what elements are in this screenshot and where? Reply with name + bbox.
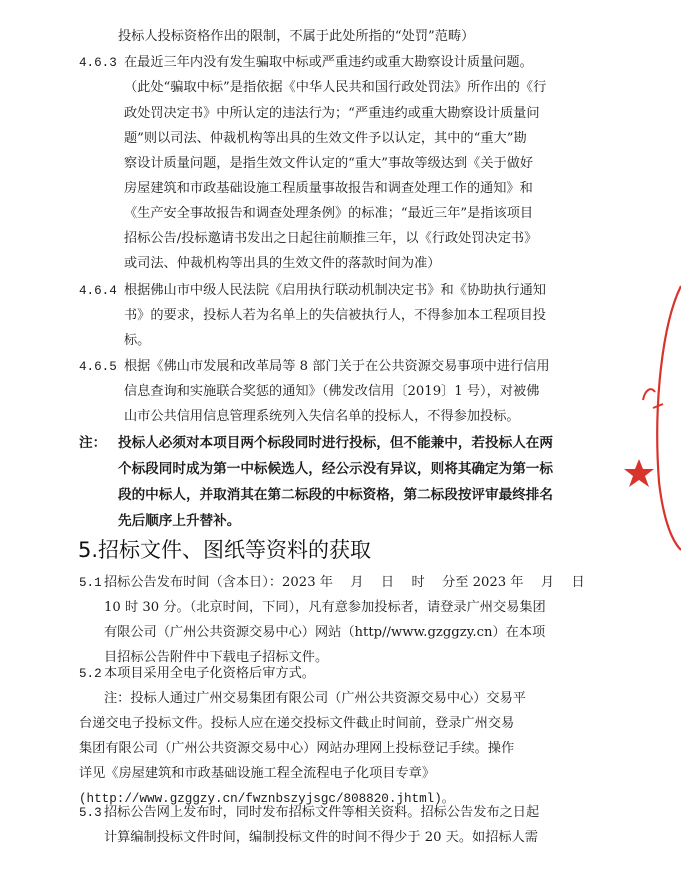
text-line: 在最近三年内没有发生骗取中标或严重违约或重大勘察设计质量问题。: [124, 55, 533, 70]
text-line: 目招标公告附件中下载电子招标文件。: [104, 650, 329, 665]
url-line: (http://www.gzggzy.cn/fwznbszyjsgc/808820.jhtml)。: [79, 792, 455, 806]
stamp-glyph: [643, 389, 663, 408]
text-line: 计算编制投标文件时间，编制投标文件的时间不得少于 20 天。如招标人需: [104, 830, 538, 845]
clause-number: 4.6.4: [79, 284, 117, 298]
text-line: 台递交电子投标文件。投标人应在递交投标文件截止时间前，登录广州交易: [79, 716, 515, 731]
text-line: 标。: [124, 333, 151, 348]
note-line: 先后顺序上升替补。: [118, 513, 241, 529]
text-line: 根据佛山市中级人民法院《启用执行联动机制决定书》和《协助执行通知: [124, 283, 546, 298]
text-line: 山市公共信用信息管理系统列入失信名单的投标人，不得参加投标。: [124, 409, 520, 424]
red-seal-stamp: [623, 282, 681, 552]
note-label: 注：: [79, 435, 107, 451]
text-line: 《生产安全事故报告和调查处理条例》的标准；“最近三年”是指该项目: [124, 206, 534, 221]
text-line: 政处罚决定书》中所认定的违法行为；“严重违约或重大勘察设计质量问: [124, 106, 540, 121]
text-line: 招标公告网上发布时，同时发布招标文件等相关资料。招标公告发布之日起: [104, 805, 540, 820]
text-line: 有限公司（广州公共资源交易中心）网站（http//www.gzggzy.cn）在本项: [104, 625, 546, 640]
text-line: 题”则以司法、仲裁机构等出具的生效文件予以认定，其中的“重大”勘: [124, 131, 527, 146]
text-line: 详见《房屋建筑和市政基础设施工程全流程电子化项目专章》: [79, 766, 436, 781]
text-line: 10 时 30 分。（北京时间，下同），凡有意参加投标者，请登录广州交易集团: [104, 600, 546, 615]
text-line: 信息查询和实施联合奖惩的通知》（佛发改信用〔2019〕1 号），对被佛: [124, 384, 540, 399]
note-line: 个标段同时成为第一中标候选人，经公示没有异议，则将其确定为第一标: [118, 461, 553, 477]
text-line: 本项目采用全电子化资格后审方式。: [104, 666, 315, 681]
clause-number: 5.2: [79, 667, 102, 681]
text-line: 注：投标人通过广州交易集团有限公司（广州公共资源交易中心）交易平: [104, 691, 526, 706]
text-line: （此处“骗取中标”是指依据《中华人民共和国行政处罚法》所作出的《行: [124, 80, 547, 95]
text-line: 书》的要求，投标人若为名单上的失信被执行人，不得参加本工程项目投: [124, 308, 546, 323]
text-line: 招标公告/投标邀请书发出之日起往前顺推三年，以《行政处罚决定书》: [124, 231, 538, 246]
section-heading: 5.招标文件、图纸等资料的获取: [78, 538, 372, 562]
text-line: 集团有限公司（广州公共资源交易中心）网站办理网上投标登记手续。操作: [79, 741, 515, 756]
clause-number: 5.1: [79, 576, 102, 590]
text-line: 察设计质量问题，是指生效文件认定的“重大”事故等级达到《关于做好: [124, 156, 534, 171]
star-icon: [624, 459, 654, 487]
stamp-ring: [657, 286, 681, 550]
note-line: 段的中标人，并取消其在第二标段的中标资格，第二标段按评审最终排名: [118, 487, 553, 503]
clause-number: 4.6.3: [79, 56, 117, 70]
text-line: 投标人投标资格作出的限制，不属于此处所指的“处罚”范畴）: [118, 29, 475, 44]
text-line: 或司法、仲裁机构等出具的生效文件的落款时间为准）: [124, 256, 441, 271]
note-line: 投标人必须对本项目两个标段同时进行投标，但不能兼中，若投标人在两: [118, 435, 553, 451]
text-line: 根据《佛山市发展和改革局等 8 部门关于在公共资源交易事项中进行信用: [124, 359, 550, 374]
clause-number: 4.6.5: [79, 360, 117, 374]
clause-number: 5.3: [79, 806, 102, 820]
text-line: 房屋建筑和市政基础设施工程质量事故报告和调查处理工作的通知》和: [124, 181, 533, 196]
text-line: 招标公告发布时间（含本日）：2023 年 月 日 时 分至 2023 年 月 日: [104, 575, 585, 590]
